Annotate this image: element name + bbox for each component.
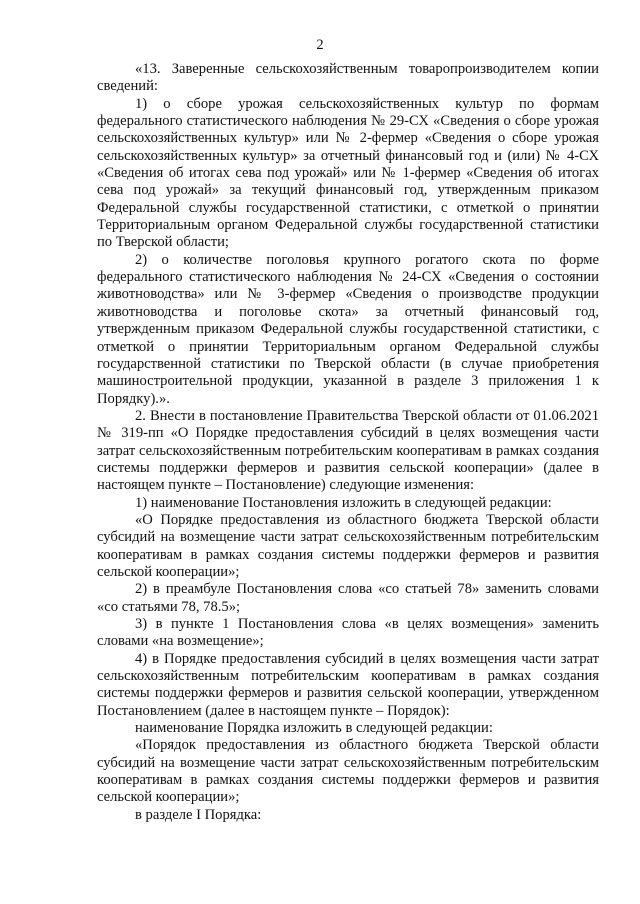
paragraph-item-13-intro: «13. Заверенные сельскохозяйственным товаропроизводителем копии сведений: [97, 61, 599, 95]
paragraph-section-1: в разделе I Порядка: [135, 806, 262, 823]
paragraph-amendment-2: 2) в преамбуле Постановления слова «со статьей 78» заменить словами «со статьями 78, 78.5»; [97, 581, 599, 615]
paragraph-subitem-2-livestock: 2) о количестве поголовья крупного рогатого скота по форме федерального статистического наблюдения № 24-СХ «Сведения о состоянии животноводства» или № 3-фермер «Сведения о производстве продукции животноводства и поголовье скота» за отчетный финансовый год, утвержденным приказом Федеральной службы государственной статистики, с отметкой о принятии Территориальным органом Федеральной службы государственной статистики по Тверской области (в случае приобретения машиностроительной продукции, указанной в разделе 3 приложения 1 к Порядку).». [97, 251, 599, 407]
page-number: 2 [316, 37, 324, 53]
paragraph-new-title: «О Порядке предоставления из областного бюджета Тверской области субсидий на возмещение части затрат сельскохозяйственным потребительским кооперативам в рамках создания системы поддержки фермеров и развития сельской кооперации»; [97, 511, 599, 580]
paragraph-procedure-title-intro: наименование Порядка изложить в следующей редакции: [135, 720, 493, 737]
paragraph-amendment-4: 4) в Порядке предоставления субсидий в целях возмещения части затрат сельскохозяйственным потребительским кооперативам в рамках создания системы поддержки фермеров и развития сельской кооперации, утвержденном Постановлением (далее в настоящем пункте – Порядок): [97, 650, 599, 719]
document-body [97, 61, 599, 824]
paragraph-procedure-new-title: «Порядок предоставления из областного бюджета Тверской области субсидий на возмещение части затрат сельскохозяйственным потребительским кооперативам в рамках создания системы поддержки фермеров и развития сельской кооперации»; [97, 737, 599, 806]
paragraph-amendment-3: 3) в пункте 1 Постановления слова «в целях возмещения» заменить словами «на возмещение»; [97, 616, 599, 650]
paragraph-amendment-1: 1) наименование Постановления изложить в следующей редакции: [135, 494, 552, 511]
paragraph-subitem-1-harvest: 1) о сборе урожая сельскохозяйственных культур по формам федерального статистического наблюдения № 29-СХ «Сведения о сборе урожая сельскохозяйственных культур» или № 2-фермер «Сведения о сборе урожая сельскохозяйственных культур» за отчетный финансовый год и (или) № 4-СХ «Сведения об итогах сева под урожай» или № 1-фермер «Сведения об итогах сева под урожай» за текущий финансовый год, утвержденным приказом Федеральной службы государственной статистики, с отметкой о принятии Территориальным органом Федеральной службы государственной статистики по Тверской области; [97, 95, 599, 251]
paragraph-item-2-amendments: 2. Внести в постановление Правительства Тверской области от 01.06.2021 № 319-пп «О Порядке предоставления субсидий в целях возмещения части затрат сельскохозяйственным потребительским кооперативам в рамках создания системы поддержки фермеров и развития сельской кооперации» (далее в настоящем пункте – Постановление) следующие изменения: [97, 407, 599, 494]
